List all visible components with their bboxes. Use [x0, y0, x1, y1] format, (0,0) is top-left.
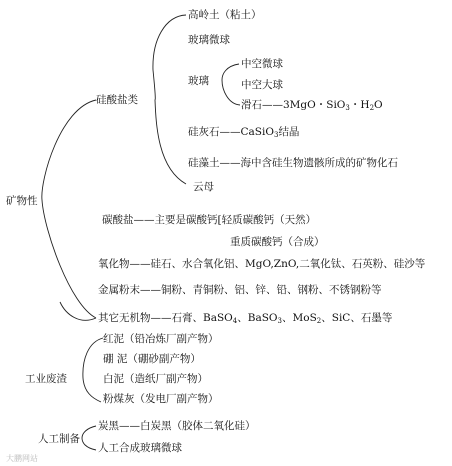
oxide-item: 氧化物——硅石、水合氧化铝、MgO,ZnO,二氧化钛、石英粉、硅沙等 [98, 258, 426, 270]
metal-powder-item: 金属粉末——铜粉、青铜粉、铝、锌、铅、钢粉、不锈钢粉等 [98, 284, 382, 296]
glass-beads-item: 玻璃微球 [188, 34, 230, 46]
talc-item: 滑石——3MgO・SiO$_3$・$H_2O$ [241, 99, 383, 112]
carbonate-line2: 重质碳酸钙（合成） [230, 236, 325, 248]
waste-bracket [83, 338, 103, 402]
mica-item: 云母 [193, 181, 214, 193]
root-bracket-lower [60, 302, 96, 320]
silicates-label: 硅酸盐类 [96, 94, 138, 106]
synthetic-glass-bead-item: 人工合成玻璃微球 [98, 442, 182, 454]
carbon-black-item: 炭黑——白炭黑（胶体二氧化硅） [98, 420, 256, 432]
fly-ash-item: 粉煤灰（发电厂副产物） [103, 393, 219, 405]
root-bracket [42, 100, 96, 318]
watermark: 大鹏网站 [6, 454, 38, 463]
red-mud-item: 红泥（铅冶炼厂副产物） [103, 333, 219, 345]
other-inorganics-item: 其它无机物——石膏、BaSO$_4$、BaSO$_3$、MoS$_2$、SiC、石墨等 [98, 312, 393, 325]
artificial-bracket [82, 426, 96, 450]
industrial-waste-label: 工业废渣 [25, 373, 67, 385]
carbonate-line1: 碳酸盐——主要是碳酸钙[轻质碳酸钙（天然） [102, 214, 317, 226]
kaolin-item: 高岭土（粘土） [188, 9, 262, 21]
white-mud-item: 白泥（造纸厂副产物） [103, 373, 208, 385]
hollow-macrosphere-item: 中空大球 [241, 79, 283, 91]
root-label: 矿物性 [6, 195, 38, 207]
glass-label: 玻璃 [188, 75, 209, 87]
artificial-label: 人工制备 [38, 433, 80, 445]
boron-mud-item: 硼 泥（硼砂副产物） [103, 353, 201, 365]
hollow-microsphere-item: 中空微球 [241, 58, 283, 70]
silicate-bracket [153, 15, 186, 184]
glass-bracket [222, 64, 240, 105]
diatomite-item: 硅藻土——海中含硅生物遗骸所成的矿物化石 [188, 157, 398, 169]
wollastonite-item: 硅灰石——CaSiO$_3$结晶 [188, 126, 300, 139]
